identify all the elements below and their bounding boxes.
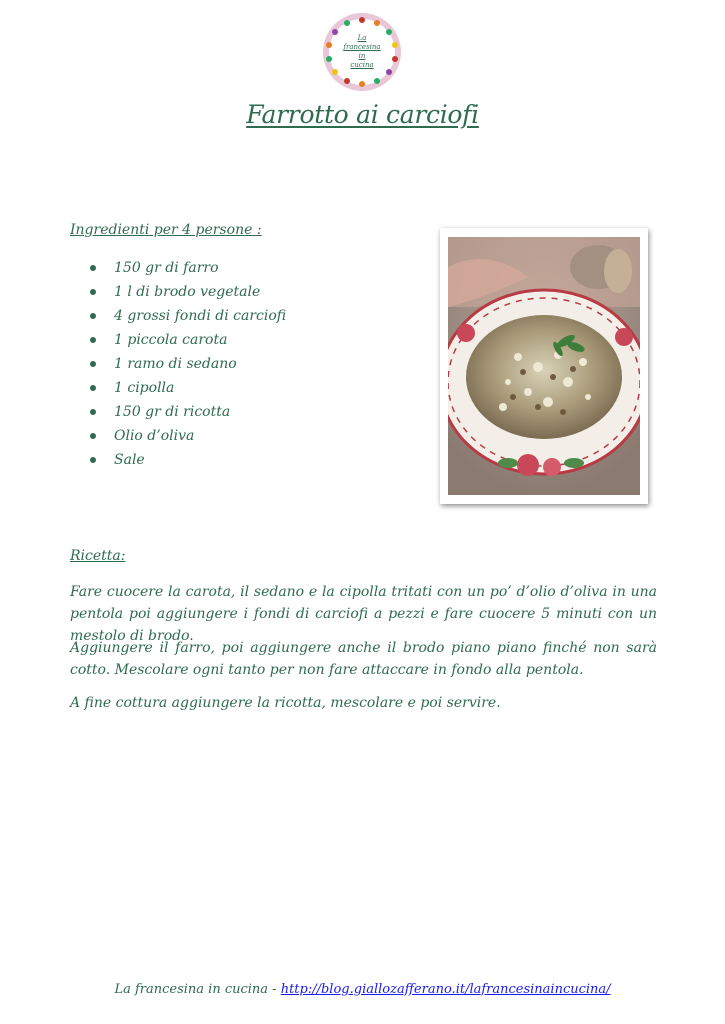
ingredients-list xyxy=(70,258,286,474)
logo-line-3: in xyxy=(358,52,366,60)
page-title: Farrotto ai carciofi xyxy=(246,100,479,129)
logo-text xyxy=(322,12,402,92)
site-logo xyxy=(322,12,402,92)
footer-text: La francesina in cucina - xyxy=(114,982,281,997)
recipe-paragraph: Aggiungere il farro, poi aggiungere anche il brodo piano piano finché non sarà cotto. Mescolare ogni tanto per non fare attaccare in fondo alla pentola. xyxy=(70,640,657,678)
ingredient-item: 1 l di brodo vegetale xyxy=(70,282,286,306)
ingredients-heading: Ingredienti per 4 persone : xyxy=(70,222,262,238)
dish-photo-frame xyxy=(440,228,648,504)
ingredient-item: Sale xyxy=(70,450,286,474)
ingredient-item: 150 gr di ricotta xyxy=(70,402,286,426)
ingredient-item: 1 cipolla xyxy=(70,378,286,402)
dish-photo-illustration xyxy=(448,237,640,495)
ingredient-item: Olio d’oliva xyxy=(70,426,286,450)
ingredient-item: 1 ramo di sedano xyxy=(70,354,286,378)
logo-line-1: La xyxy=(357,34,367,42)
dish-photo xyxy=(448,237,640,495)
recipe-paragraph: Fare cuocere la carota, il sedano e la cipolla tritati con un po’ d’olio d’oliva in una pentola poi aggiungere i fondi di carciofi a pezzi e fare cuocere 5 minuti con un mestolo di brodo. xyxy=(70,584,657,644)
recipe-heading: Ricetta: xyxy=(70,548,126,564)
ingredient-item: 1 piccola carota xyxy=(70,330,286,354)
logo-line-4: cucina xyxy=(350,61,374,69)
footer-blog-link[interactable]: http://blog.giallozafferano.it/lafrancesinaincucina/ xyxy=(280,982,611,997)
recipe-paragraph: A fine cottura aggiungere la ricotta, mescolare e poi servire. xyxy=(70,695,501,711)
ingredient-item: 150 gr di farro xyxy=(70,258,286,282)
logo-line-2: francesina xyxy=(343,43,381,51)
page-footer xyxy=(0,982,725,997)
ingredient-item: 4 grossi fondi di carciofi xyxy=(70,306,286,330)
